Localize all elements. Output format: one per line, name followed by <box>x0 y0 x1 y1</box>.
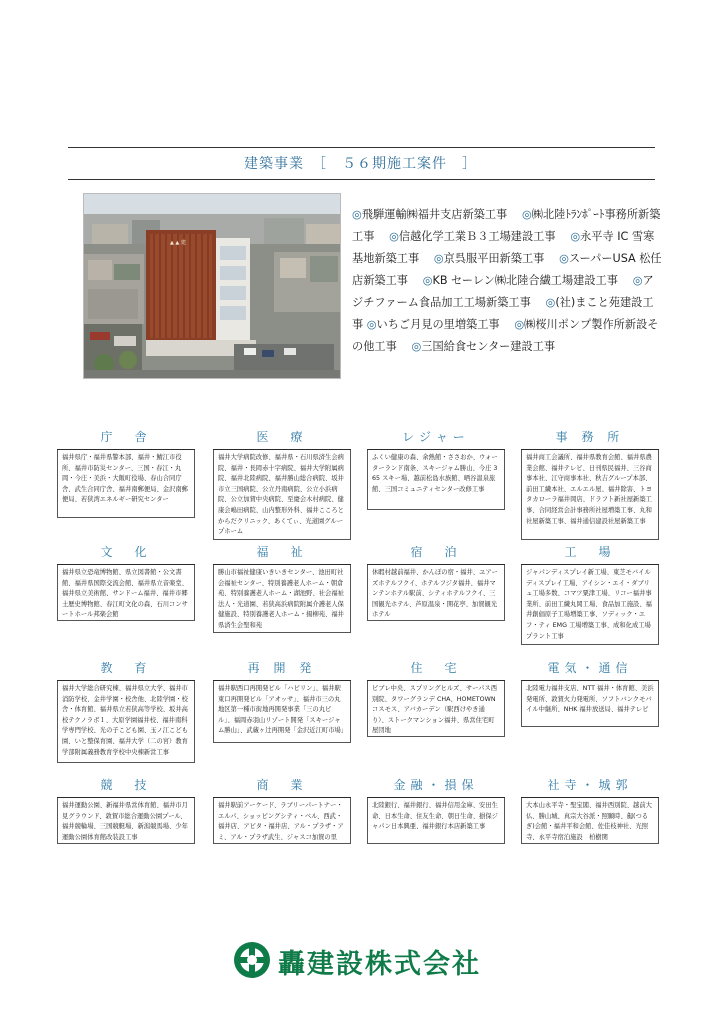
project-item: ◎アジチファーム食品加工工場新築工事 <box>352 274 654 309</box>
category-text: 福井運動公園、新福井県営体育館、福井市月見グラウンド、敦賀市総合運動公園プール、福井競輪場、三国競艇場、新潟競馬場、少年運動公園体育館改装設工事 <box>57 798 195 844</box>
project-item: ◎KB セーレン㈱北陸合繊工場建設工事 <box>422 274 618 287</box>
category-text: 福井大学総合研究棟、福井県立大学、福井市消防学校、金井学園・校舎他、北陸学園・校舎・体育館、福井県立若狭高等学校、坂井高校テクノラボ１、大原学園福井校、福井南科学専門学校、光の子こども園、玉ノ江こども園、いと整保育園、福井大学（二の宮）教育学部附属義務教育学校中央棟新営工事 <box>57 681 195 763</box>
category-title: レジャー <box>367 427 505 450</box>
category-title: 庁 舎 <box>57 427 195 450</box>
category-government <box>57 427 195 518</box>
category-temples-castles <box>521 775 659 844</box>
category-housing <box>367 658 505 737</box>
category-text: 北陸電力福井支店、NTT 福井・体育館、美浜発電所、敦賀火力発電所、ソフトバンクモバイル中継所、NHK 福井放送局、福井テレビ <box>521 681 659 727</box>
category-title: 文 化 <box>57 542 195 565</box>
category-electric-telecom <box>521 658 659 727</box>
category-culture <box>57 542 195 621</box>
company-name: 轟建設株式会社 <box>278 949 481 980</box>
category-office <box>521 427 659 540</box>
category-redevelopment <box>213 658 351 743</box>
category-text: 福井県立恐竜博物館、県立図書館・公文書館、福井県国際交流会館、福井県立音楽堂、福井県立美術館、サンドーム福井、福井市郷土歴史博物館、春江町文化の森、石川コンサートホール邦楽会館 <box>57 565 195 621</box>
category-title: 宿 泊 <box>367 542 505 565</box>
category-text: 福井商工会議所、福井県教育会館、福井県農業会館、福井テレビ、日刊県民福井、三谷商事本社、江守商事本社、秋吉グループ本部、前田工繊本社、エルエル屋、福井除害、トヨタカローラ福井岡店、ドラフト新社屋新築工事、合同経営会計事務所社屋増築工事、丸和社屋新築工事、福井通信建設社屋新築工事 <box>521 450 659 540</box>
project-item: ◎いちご月見の里増築工事 <box>366 318 500 331</box>
project-item: ◎㈱桜川ポンプ製作所新設その他工事 <box>352 318 659 353</box>
category-medical <box>213 427 351 540</box>
category-sports <box>57 775 195 844</box>
category-text: ジャパンディスプレイ新工場、東芝モバイルディスプレイ工場、アイシン・エイ・ダブリュ工場多数、コマツ粟津工場、リコー福井事業所、前田工繊丸岡工場、食品加工施設、福井創価原子工場増築工事、ソディック・エフ・ティ EMG 工場増築工事、成和化成工場プラント工事 <box>521 565 659 645</box>
project-item: ◎三国給食センター建設工事 <box>411 340 556 353</box>
category-title: 金融・損保 <box>367 775 505 798</box>
category-text: ふくい健康の森、余熱館・ささおか、ウォーターランド南条、スキージャム勝山、今庄 365 スキー場、越前松島水族館、晒谷温泉旅館、三国コミュニティセンター改修工事 <box>367 450 505 510</box>
category-text: 福井大学病院改修、福井県・石川県済生会病院、福井・長岡赤十字病院、福井大学附属病院、福井北陸病院、福井勝山総合病院、坂井市立三国病院、公立丹南病院、公立小浜病院、公立加賀中央病院、至慶会木村病院、健康会嶋田病院、山内整形外科、福井こころとからだクリニック、あくてぃ、光道園グループホーム <box>213 450 351 540</box>
category-title: 商 業 <box>213 775 351 798</box>
building-sign: ▲ ▲ 建 <box>170 240 186 246</box>
project-item: ◎永平寺 IC 雪寒基地新築工事 <box>352 230 655 265</box>
category-factory <box>521 542 659 645</box>
category-title: 教 育 <box>57 658 195 681</box>
category-education <box>57 658 195 763</box>
project-item: ◎㈱北陸ﾄﾗﾝﾎﾟｰﾄ事務所新築工事 <box>352 208 661 243</box>
company-logo-icon <box>232 940 272 980</box>
project-list <box>352 204 664 358</box>
category-title: 医 療 <box>213 427 351 450</box>
category-text: 休暇村越前福井、かんぽの宿・福井、ユアーズホテルフクイ、ホテルフジタ福井、福井マンテンホテル駅前、シティホテルフクイ、三国観光ホテル、芦原温泉・開花亭、加賀観光ホテル <box>367 565 505 621</box>
category-title: 競 技 <box>57 775 195 798</box>
project-item: ◎飛騨運輸㈱福井支店新築工事 <box>352 208 508 221</box>
category-lodging <box>367 542 505 621</box>
category-commercial <box>213 775 351 844</box>
category-leisure <box>367 427 505 510</box>
category-welfare <box>213 542 351 633</box>
category-text: 北陸銀行、福井銀行、福井信用金庫、安田生命、日本生命、住友生命、朝日生命、損保ジャパン日本興亜、福井銀行本店新築工事 <box>367 798 505 844</box>
category-title: 福 祉 <box>213 542 351 565</box>
category-text: 福井駅西口再開発ビル「ハピリン」、福井駅東口再開発ビル「アオッサ」、福井市三の丸地区第一種市街地再開発事業「三の丸ビル」、福岡赤羽山リゾート開発「スキージャム勝山」、武蔵ヶ辻再開発「金沢近江町市場」 <box>213 681 351 743</box>
category-title: 電気・通信 <box>521 658 659 681</box>
company-logo <box>232 938 502 982</box>
category-text: 福井県庁・福井県警本部、福井・鯖江市役所、福井市防災センター、三国・春江・丸岡・今庄・美浜・大飯町役場、春山合同庁舎、武生合同庁舎、福井南郵便局、金沢南郵便局、若狭湾エネルギー研究センター <box>57 450 195 518</box>
section-title: 建築事業 ［ ５６期施工案件 ］ <box>244 156 477 172</box>
project-item: ◎(社)まこと苑建設工事 <box>352 296 654 331</box>
category-title: 再 開 発 <box>213 658 351 681</box>
building-photo <box>83 193 341 379</box>
category-text: 福井駅前アーケード、ラブリーパートナー・エルパ、ショッピングシティ・ベル、西武・福井店、アピタ・福井店、アル・プラザ・アミ、アル・プラザ武生、ジャスコ加賀の里 <box>213 798 351 844</box>
category-title: 事 務 所 <box>521 427 659 450</box>
category-text: 大本山永平寺・聖宝閣、福井西別院、越前大仏、勝山城、真宗大谷派・照願時、劔(つるぎ)会館・福井平和会館、佐佳枝神社、光照寺、永平寺宿泊施設 柏樹関 <box>521 798 659 844</box>
category-title: 社寺・城郭 <box>521 775 659 798</box>
project-item: ◎信越化学工業Ｂ３工場建設工事 <box>389 230 556 243</box>
category-title: 住 宅 <box>367 658 505 681</box>
project-item: ◎スーパーUSA 松任店新築工事 <box>352 252 662 287</box>
category-text: ビブレ中央、スプリングヒルズ、サーパス西別院、タワーグランデ CHA、HOMETOWN コスモス、アバカーデン（駅西けやき通り）、ストークマンション福井、県営住宅町屋団地 <box>367 681 505 737</box>
section-title-bar <box>68 147 655 180</box>
category-title: 工 場 <box>521 542 659 565</box>
category-text: 勝山市福祉健康いきいきセンター、池田町社会福祉センター、特別養護老人ホーム・朝倉苑、特別養護老人ホーム・湖池野、社会福祉法人・光道園、若狭高浜病院附属介護老人保健施設、特別養護老人ホーム・揚柳苑、福井県済生会聖和苑 <box>213 565 351 633</box>
category-finance <box>367 775 505 844</box>
building-photo-illustration <box>84 194 340 378</box>
project-item: ◎京呉服平田新築工事 <box>433 252 545 265</box>
